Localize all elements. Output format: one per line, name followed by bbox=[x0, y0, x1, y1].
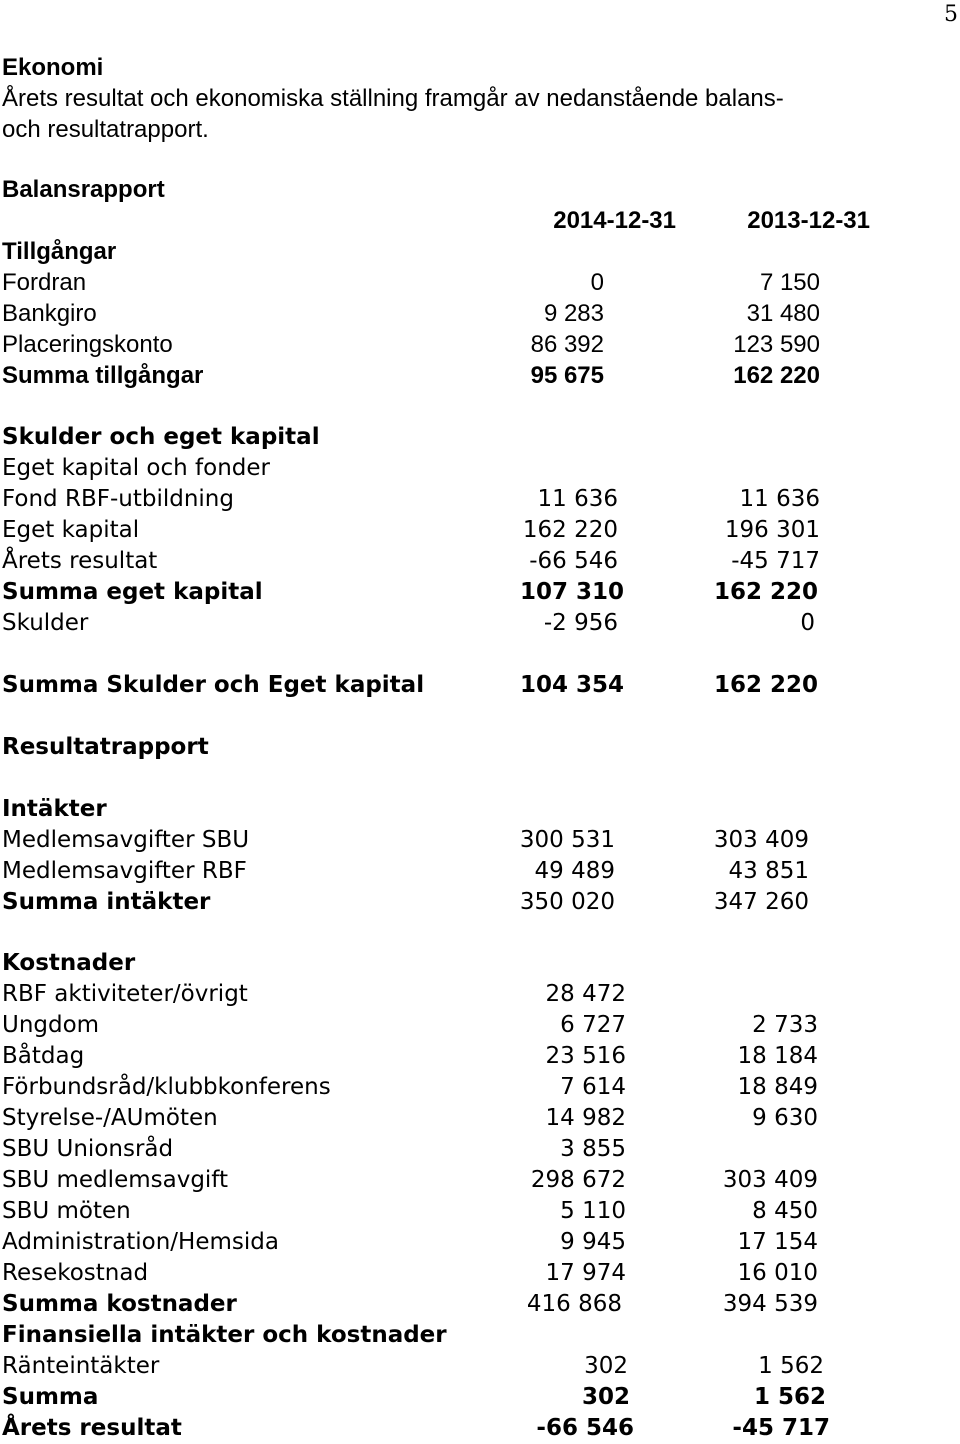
skulder-label: Fond RBF-utbildning bbox=[2, 486, 234, 512]
kostnad-label: Ungdom bbox=[2, 1012, 100, 1038]
summa-2014: 302 bbox=[581, 1384, 630, 1410]
kostnad-label: RBF aktiviteter/övrigt bbox=[2, 981, 248, 1007]
tillgangar-heading: Tillgångar bbox=[2, 238, 117, 265]
kostnad-value-2014: 5 110 bbox=[560, 1198, 626, 1224]
tillgangar-value-2013: 123 590 bbox=[733, 331, 820, 358]
balansrapport-title: Balansrapport bbox=[2, 176, 165, 203]
summa-row bbox=[2, 1382, 960, 1413]
intakter-value-2013: 43 851 bbox=[728, 858, 809, 884]
summa-tillgangar-2013: 162 220 bbox=[733, 362, 820, 389]
tillgangar-value-2013: 7 150 bbox=[759, 269, 820, 296]
page-number: 5 bbox=[944, 2, 958, 27]
kostnad-label: Styrelse-/AUmöten bbox=[2, 1105, 218, 1131]
intakter-value-2014: 49 489 bbox=[534, 858, 615, 884]
kostnader-heading: Kostnader bbox=[2, 950, 136, 976]
intakter-heading: Intäkter bbox=[2, 796, 107, 822]
intakter-value-2014: 300 531 bbox=[519, 827, 615, 853]
tillgangar-label: Bankgiro bbox=[2, 300, 97, 327]
skulder-value-2013: 11 636 bbox=[739, 486, 820, 512]
summa-intakter-2013: 347 260 bbox=[713, 889, 809, 915]
skulder-value-2014: 11 636 bbox=[537, 486, 618, 512]
arets-resultat-2013: -45 717 bbox=[732, 1415, 830, 1441]
summa-kostnader-row bbox=[2, 1289, 960, 1320]
summa-tillgangar-label: Summa tillgångar bbox=[2, 362, 204, 389]
kostnad-value-2014: 3 855 bbox=[560, 1136, 626, 1162]
tillgangar-value-2014: 86 392 bbox=[530, 331, 604, 358]
tillgangar-row bbox=[2, 329, 960, 360]
tillgangar-label: Placeringskonto bbox=[2, 331, 173, 358]
intakter-section bbox=[2, 794, 960, 918]
skulder-row bbox=[2, 484, 960, 515]
skulder-label: Eget kapital bbox=[2, 517, 140, 543]
kostnad-value-2013: 17 154 bbox=[737, 1229, 818, 1255]
summa-skulder-eget-2014: 104 354 bbox=[519, 672, 624, 698]
skulder-section bbox=[2, 422, 960, 639]
summa-skulder-eget-section bbox=[2, 670, 960, 701]
skulder-row bbox=[2, 608, 960, 639]
resultatrapport-title: Resultatrapport bbox=[2, 734, 209, 760]
kostnad-row bbox=[2, 979, 960, 1010]
summa-eget-kapital-2013: 162 220 bbox=[713, 579, 818, 605]
kostnad-value-2013: 8 450 bbox=[752, 1198, 818, 1224]
kostnad-value-2013: 303 409 bbox=[722, 1167, 818, 1193]
kostnad-value-2013: 18 849 bbox=[737, 1074, 818, 1100]
balans-column-headers bbox=[2, 205, 960, 236]
kostnader-section bbox=[2, 948, 960, 1444]
tillgangar-value-2014: 0 bbox=[590, 269, 604, 296]
summa-kostnader-2013: 394 539 bbox=[722, 1291, 818, 1317]
column-header-2014: 2014-12-31 bbox=[553, 207, 676, 234]
skulder-2013: 0 bbox=[800, 610, 815, 636]
resultatrapport-section bbox=[2, 732, 960, 763]
skulder-value-2013: 196 301 bbox=[724, 517, 820, 543]
intakter-label: Medlemsavgifter SBU bbox=[2, 827, 250, 853]
kostnad-row bbox=[2, 1010, 960, 1041]
kostnad-value-2013: 2 733 bbox=[752, 1012, 818, 1038]
kostnad-row bbox=[2, 1258, 960, 1289]
kostnad-row bbox=[2, 1041, 960, 1072]
kostnad-value-2014: 14 982 bbox=[545, 1105, 626, 1131]
kostnad-row bbox=[2, 1134, 960, 1165]
tillgangar-value-2013: 31 480 bbox=[746, 300, 820, 327]
kostnad-row bbox=[2, 1196, 960, 1227]
intakter-value-2013: 303 409 bbox=[713, 827, 809, 853]
kostnad-value-2014: 28 472 bbox=[545, 981, 626, 1007]
kostnad-label: Administration/Hemsida bbox=[2, 1229, 279, 1255]
tillgangar-label: Fordran bbox=[2, 269, 87, 296]
summa-kostnader-2014: 416 868 bbox=[526, 1291, 622, 1317]
kostnad-value-2013: 9 630 bbox=[752, 1105, 818, 1131]
ekonomi-heading: Ekonomi bbox=[2, 54, 104, 81]
ranteintakter-2014: 302 bbox=[584, 1353, 628, 1379]
summa-skulder-eget-label: Summa Skulder och Eget kapital bbox=[2, 672, 425, 698]
kostnad-row bbox=[2, 1165, 960, 1196]
finansiella-heading: Finansiella intäkter och kostnader bbox=[2, 1322, 447, 1348]
kostnad-value-2014: 298 672 bbox=[530, 1167, 626, 1193]
kostnader-rows bbox=[2, 979, 960, 1289]
kostnad-label: SBU Unionsråd bbox=[2, 1136, 174, 1162]
arets-resultat-2014: -66 546 bbox=[536, 1415, 634, 1441]
summa-skulder-eget-row bbox=[2, 670, 960, 701]
summa-tillgangar-2014: 95 675 bbox=[530, 362, 604, 389]
kostnad-value-2014: 23 516 bbox=[545, 1043, 626, 1069]
kostnad-label: SBU medlemsavgift bbox=[2, 1167, 229, 1193]
skulder-row bbox=[2, 515, 960, 546]
skulder-value-2014: 162 220 bbox=[522, 517, 618, 543]
tillgangar-rows bbox=[2, 267, 960, 360]
kostnad-row bbox=[2, 1072, 960, 1103]
kostnad-label: Båtdag bbox=[2, 1043, 85, 1069]
summa-eget-kapital-row bbox=[2, 577, 960, 608]
eget-kapital-fonder-heading: Eget kapital och fonder bbox=[2, 455, 270, 481]
summa-label: Summa bbox=[2, 1384, 99, 1410]
kostnad-label: Resekostnad bbox=[2, 1260, 149, 1286]
intakter-row bbox=[2, 856, 960, 887]
summa-intakter-row bbox=[2, 887, 960, 918]
ekonomi-section bbox=[2, 52, 960, 145]
summa-intakter-label: Summa intäkter bbox=[2, 889, 211, 915]
skulder-label: Årets resultat bbox=[2, 548, 158, 574]
balansrapport-section bbox=[2, 174, 960, 391]
intakter-label: Medlemsavgifter RBF bbox=[2, 858, 247, 884]
skulder-2014: -2 956 bbox=[543, 610, 618, 636]
intro-line-2: och resultatrapport. bbox=[2, 116, 209, 143]
ranteintakter-row bbox=[2, 1351, 960, 1382]
tillgangar-row bbox=[2, 298, 960, 329]
tillgangar-value-2014: 9 283 bbox=[543, 300, 604, 327]
kostnad-label: Förbundsråd/klubbkonferens bbox=[2, 1074, 331, 1100]
summa-kostnader-label: Summa kostnader bbox=[2, 1291, 237, 1317]
summa-skulder-eget-2013: 162 220 bbox=[713, 672, 818, 698]
skulder-value-2014: -66 546 bbox=[529, 548, 618, 574]
summa-2013: 1 562 bbox=[753, 1384, 826, 1410]
skulder-label: Skulder bbox=[2, 610, 89, 636]
summa-tillgangar-row bbox=[2, 360, 960, 391]
skulder-value-2013: -45 717 bbox=[731, 548, 820, 574]
kostnad-value-2014: 6 727 bbox=[560, 1012, 626, 1038]
arets-resultat-label: Årets resultat bbox=[2, 1415, 182, 1441]
summa-eget-kapital-2014: 107 310 bbox=[519, 579, 624, 605]
kostnad-value-2014: 17 974 bbox=[545, 1260, 626, 1286]
intakter-rows bbox=[2, 825, 960, 887]
arets-resultat-row bbox=[2, 1413, 960, 1444]
intakter-row bbox=[2, 825, 960, 856]
kostnad-row bbox=[2, 1103, 960, 1134]
kostnad-value-2013: 18 184 bbox=[737, 1043, 818, 1069]
skulder-row bbox=[2, 546, 960, 577]
kostnad-value-2014: 9 945 bbox=[560, 1229, 626, 1255]
summa-eget-kapital-label: Summa eget kapital bbox=[2, 579, 263, 605]
kostnad-row bbox=[2, 1227, 960, 1258]
kostnad-value-2013: 16 010 bbox=[737, 1260, 818, 1286]
ranteintakter-label: Ränteintäkter bbox=[2, 1353, 160, 1379]
summa-intakter-2014: 350 020 bbox=[519, 889, 615, 915]
kostnad-label: SBU möten bbox=[2, 1198, 131, 1224]
intro-line-1: Årets resultat och ekonomiska ställning framgår av nedanstående balans- bbox=[2, 85, 784, 112]
skulder-rows bbox=[2, 484, 960, 577]
skulder-heading: Skulder och eget kapital bbox=[2, 424, 320, 450]
tillgangar-row bbox=[2, 267, 960, 298]
ranteintakter-2013: 1 562 bbox=[758, 1353, 824, 1379]
column-header-2013: 2013-12-31 bbox=[747, 207, 870, 234]
kostnad-value-2014: 7 614 bbox=[560, 1074, 626, 1100]
